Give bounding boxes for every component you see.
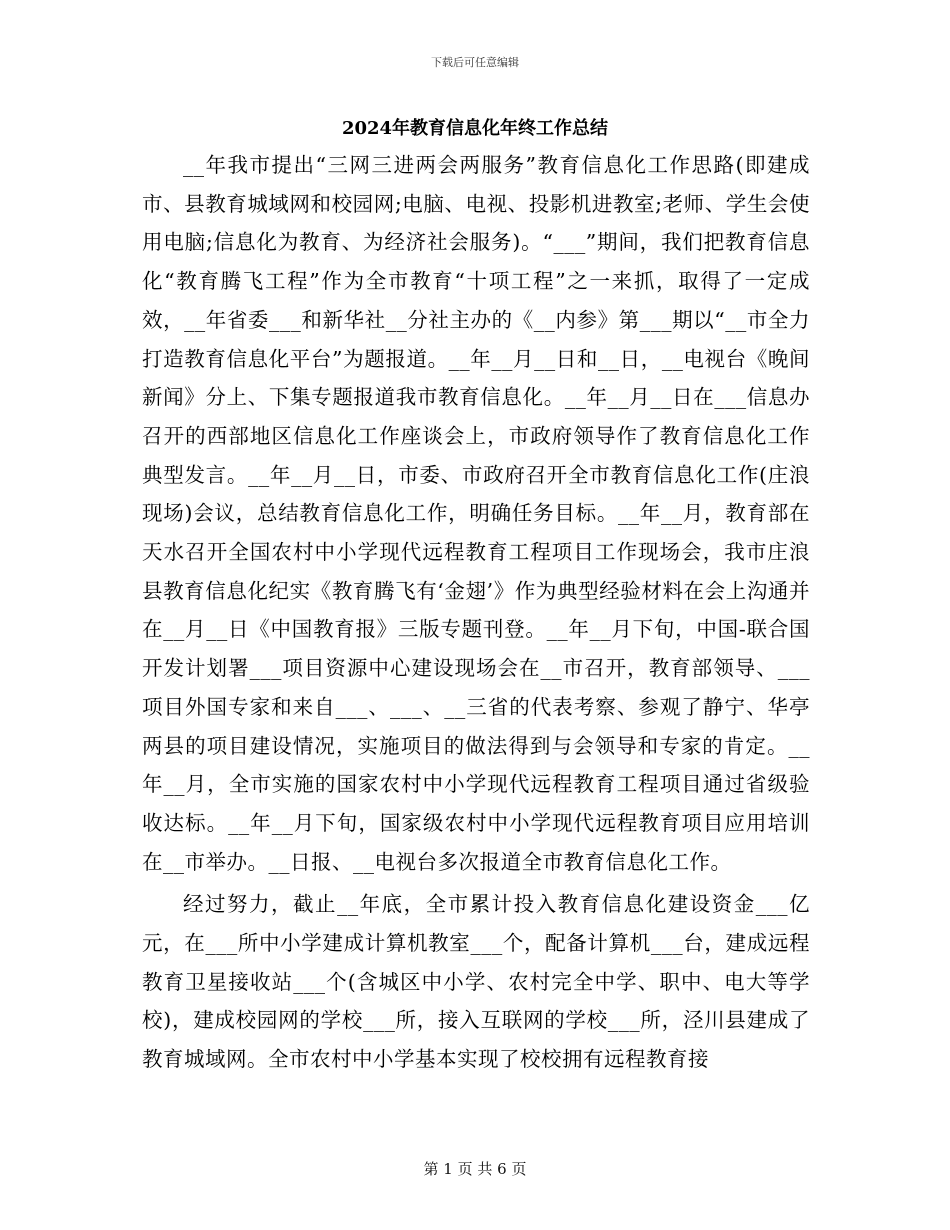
paragraph-2: 经过努力，截止__年底，全市累计投入教育信息化建设资金___亿元，在___所中小学建成计算机教室___个，配备计算机___台，建成远程教育卫星接收站___个(含城区中小学、农村完全中学、职中、电大等学校)，建成校园网的学校___所，接入互联网的学校___所，泾川县建成了教育城域网。全市农村中小学基本实现了校校拥有远程教育接	[142, 892, 810, 1072]
page-header-note: 下载后可任意编辑	[431, 56, 519, 69]
page-number: 第 1 页 共 6 页	[423, 1160, 527, 1178]
document-title: 2024年教育信息化年终工作总结	[341, 118, 609, 139]
document-body	[142, 146, 810, 1079]
paragraph-1: __年我市提出“三网三进两会两服务”教育信息化工作思路(即建成市、县教育城域网和校园网;电脑、电视、投影机进教室;老师、学生会使用电脑;信息化为教育、为经济社会服务)。“___”期间，我们把教育信息化“教育腾飞工程”作为全市教育“十项工程”之一来抓，取得了一定成效，__年省委___和新华社__分社主办的《__内参》第___期以“__市全力打造教育信息化平台”为题报道。__年__月__日和__日，__电视台《晚间新闻》分上、下集专题报道我市教育信息化。__年__月__日在___信息办召开的西部地区信息化工作座谈会上，市政府领导作了教育信息化工作典型发言。__年__月__日，市委、市政府召开全市教育信息化工作(庄浪现场)会议，总结教育信息化工作，明确任务目标。__年__月，教育部在天水召开全国农村中小学现代远程教育工程项目工作现场会，我市庄浪县教育信息化纪实《教育腾飞有‘金翅’》作为典型经验材料在会上沟通并在__月__日《中国教育报》三版专题刊登。__年__月下旬，中国-联合国开发计划署___项目资源中心建设现场会在__市召开，教育部领导、___项目外国专家和来自___、___、__三省的代表考察、参观了静宁、华亭两县的项目建设情况，实施项目的做法得到与会领导和专家的肯定。__年__月，全市实施的国家农村中小学现代远程教育工程项目通过省级验收达标。__年__月下旬，国家级农村中小学现代远程教育项目应用培训在__市举办。__日报、__电视台多次报道全市教育信息化工作。	[142, 153, 810, 874]
